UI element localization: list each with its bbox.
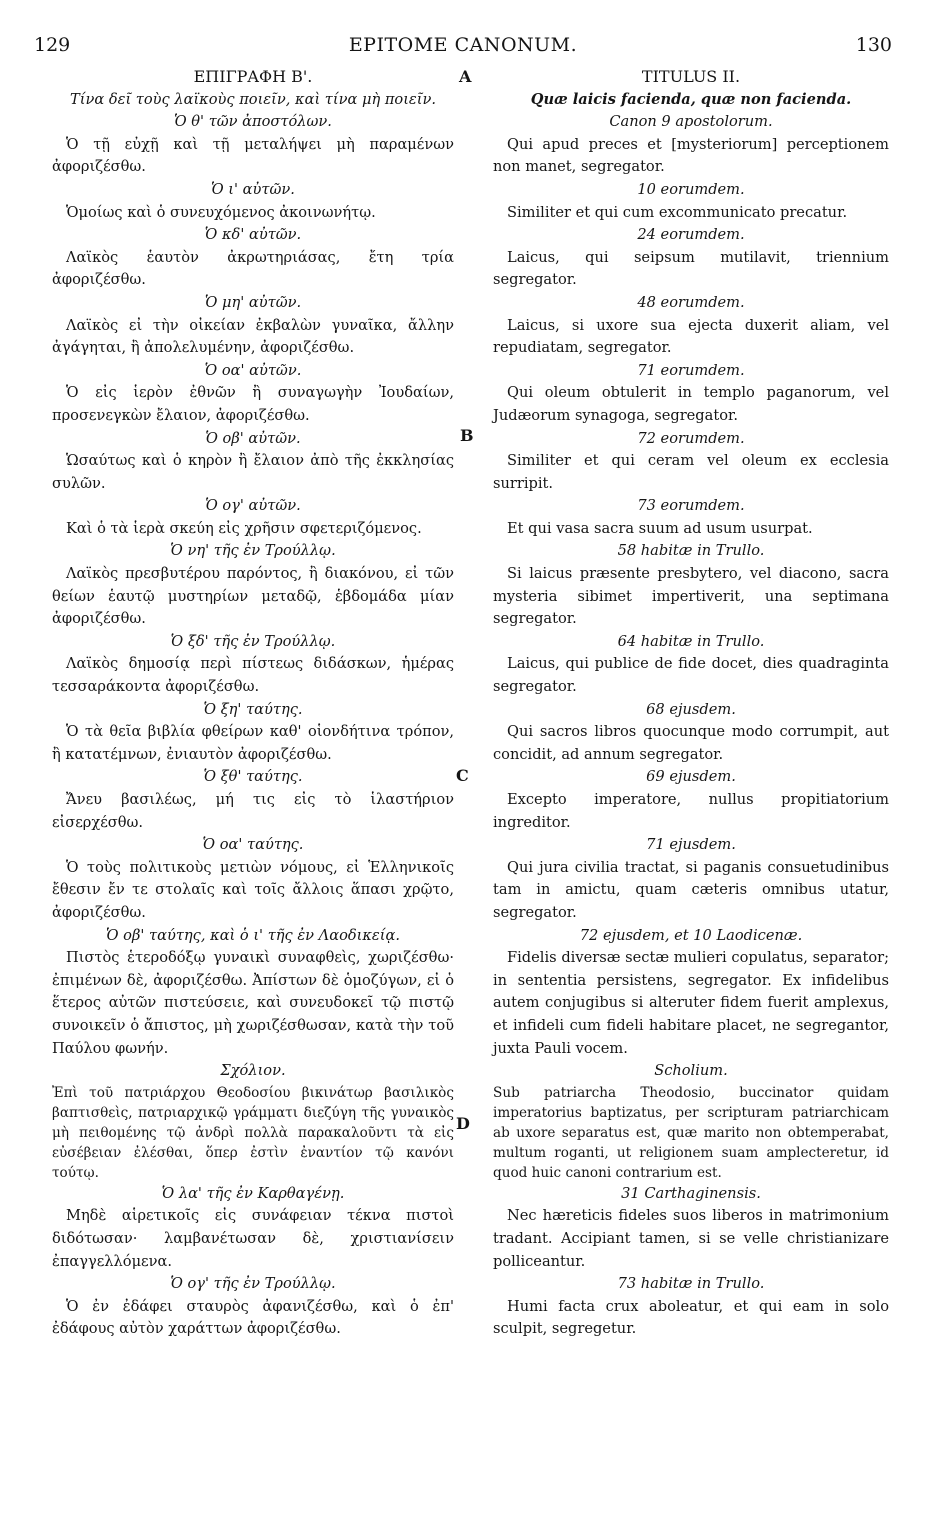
latin-canon-heading: 58 habitæ in Trullo. (617, 542, 765, 560)
greek-canon-text: Ὡσαύτως καὶ ὁ κηρὸν ἢ ἔλαιον ἀπὸ τῆς ἐκκλησίας συλῶν. (52, 452, 454, 492)
latin-canon-text: Laicus, si uxore sua ejecta duxerit aliam, vel repudiatam, segregator. (493, 316, 889, 357)
greek-canon-text: Λαϊκὸς εἰ τὴν οἰκείαν ἐκβαλὼν γυναῖκα, ἄλλην ἀγάγηται, ἢ ἀπολελυμένην, ἀφοριζέσθω. (52, 316, 454, 357)
latin-canon-heading: 72 ejusdem, et 10 Laodicenæ. (579, 926, 803, 944)
greek-canon-heading: Ὁ ογ' τῆς ἐν Τρούλλῳ. (170, 1275, 336, 1293)
column-marker-a: A (459, 67, 472, 86)
greek-canon-heading: Σχόλιον. (220, 1062, 286, 1080)
greek-canon-heading: Ὁ μη' αὐτῶν. (204, 293, 302, 311)
greek-canon-heading: Ὁ ι' αὐτῶν. (211, 180, 295, 198)
latin-scholium-text: Sub patriarcha Theodosio, buccinator quidam imperatorius baptizatus, per scripturam patriarchicam ab uxore separatus est, quæ marito non obtemperabat, multum roganti, ut religionem suam amplecteretur, id quod huic canoni contrarium est. (493, 1084, 889, 1181)
latin-canon-text: Humi facta crux aboleatur, et qui eam in solo sculpit, segregetur. (493, 1297, 889, 1338)
latin-canon-heading: 73 eorumdem. (637, 497, 745, 515)
latin-canon-text: Laicus, qui publice de fide docet, dies quadraginta segregator. (493, 655, 889, 696)
greek-canon-text: Ὁ εἰς ἱερὸν ἐθνῶν ἢ συναγωγὴν Ἰουδαίων, προσενεγκὼν ἔλαιον, ἀφοριζέσθω. (52, 384, 454, 424)
greek-canon-heading: Ὁ ξθ' ταύτης. (203, 768, 303, 786)
latin-canon-text: Et qui vasa sacra suum ad usum usurpat. (507, 519, 813, 537)
greek-canon-heading: Ὁ ξδ' τῆς ἐν Τρούλλῳ. (170, 632, 336, 650)
greek-canon-text: Λαϊκὸς πρεσβυτέρου παρόντος, ἢ διακόνου, εἰ τῶν θείων ἑαυτῷ μυστηρίων μεταδῷ, ἑβδομάδα μίαν ἀφοριζέσθω. (52, 565, 454, 628)
greek-canon-heading: Ὁ οβ' αὐτῶν. (205, 429, 301, 447)
latin-canon-heading: 24 eorumdem. (637, 226, 745, 244)
greek-canon-heading: Ὁ νη' τῆς ἐν Τρούλλῳ. (170, 542, 336, 560)
greek-canon-text: Καὶ ὁ τὰ ἱερὰ σκεύη εἰς χρῆσιν σφετεριζόμενος. (66, 519, 422, 537)
greek-title-heading: Τίνα δεῖ τοὺς λαϊκοὺς ποιεῖν, καὶ τίνα μὴ ποιεῖν. (70, 90, 436, 108)
greek-canon-heading: Ὁ οβ' ταύτης, καὶ ὁ ι' τῆς ἐν Λαοδικείᾳ. (106, 926, 400, 944)
column-marker-b: B (460, 426, 474, 445)
latin-column (493, 66, 889, 1341)
latin-canon-heading: 69 ejusdem. (646, 768, 736, 786)
column-marker-c: C (456, 766, 469, 785)
latin-canon-text: Qui apud preces et [mysteriorum] perceptionem non manet, segregator. (493, 135, 889, 176)
latin-canon-text: Si laicus præsente presbytero, vel diacono, sacra mysteria sibimet impertiverit, una septimana segregator. (493, 565, 889, 628)
greek-canon-text: Ἄνευ βασιλέως, μή τις εἰς τὸ ἱλαστήριον εἰσερχέσθω. (52, 791, 454, 831)
latin-section-heading: TITULUS II. (641, 67, 741, 86)
latin-canon-text: Nec hæreticis fideles suos liberos in matrimonium tradant. Accipiant tamen, si se velle christianizare polliceantur. (493, 1207, 889, 1270)
latin-canon-heading: 64 habitæ in Trullo. (617, 632, 765, 650)
greek-canon-text: Μηδὲ αἱρετικοῖς εἰς συνάφειαν τέκνα πιστοὶ διδότωσαν· λαμβανέτωσαν δὲ, χριστιανίσειν ἐπαγγελλόμενα. (52, 1207, 454, 1270)
greek-canon-text: Ὁμοίως καὶ ὁ συνευχόμενος ἀκοινωνήτῳ. (66, 203, 376, 221)
latin-canon-heading: 73 habitæ in Trullo. (617, 1275, 765, 1293)
latin-canon-text: Fidelis diversæ sectæ mulieri copulatus, separator; in sententia persistens, segregator. Ex infidelibus autem conjugibus si alteruter fidem fuerit amplexus, et infideli cum fideli habitare placet, ne segregantor, juxta Pauli vocem. (493, 949, 889, 1057)
greek-canon-heading: Ὁ οα' ταύτης. (202, 836, 304, 854)
greek-canon-text: Ὁ ἐν ἐδάφει σταυρὸς ἀφανιζέσθω, καὶ ὁ ἐπ' ἐδάφους αὐτὸν χαράττων ἀφοριζέσθω. (52, 1297, 454, 1338)
column-marker-d: D (456, 1114, 470, 1133)
latin-canon-text: Similiter et qui ceram vel oleum ex ecclesia surripit. (493, 452, 889, 492)
page-number-right: 130 (855, 34, 892, 56)
greek-canon-heading: Ὁ ογ' αὐτῶν. (205, 497, 301, 515)
greek-canon-text: Ὁ τοὺς πολιτικοὺς μετιὼν νόμους, εἰ Ἑλληνικοῖς ἔθεσιν ἔν τε στολαῖς καὶ τοῖς ἄλλοις ἅπασι χρῷτο, ἀφοριζέσθω. (52, 858, 454, 921)
greek-canon-text: Ὁ τὰ θεῖα βιβλία φθείρων καθ' οἱονδήτινα τρόπον, ἢ κατατέμνων, ἐνιαυτὸν ἀφοριζέσθω. (52, 723, 454, 763)
latin-canon-text: Qui oleum obtulerit in templo paganorum, vel Judæorum synagoga, segregator. (493, 384, 889, 424)
greek-scholium-text: Ἐπὶ τοῦ πατριάρχου Θεοδοσίου βικινάτωρ βασιλικὸς βαπτισθεὶς, πατριαρχικῷ γράμματι διεζύγη τῆς γυναικὸς μὴ πειθομένης τῷ ἀνδρὶ πολλὰ παρακαλοῦντι τὰ εἰς εὐσέβειαν ἐλέσθαι, ὅπερ ἐστὶν ἐναντίον τῷ κανόνι τούτῳ. (52, 1084, 454, 1181)
greek-canon-heading: Ὁ λα' τῆς ἐν Καρθαγένῃ. (161, 1184, 345, 1202)
latin-canon-text: Qui sacros libros quocunque modo corrumpit, aut concidit, ad annum segregator. (493, 723, 889, 763)
greek-canon-text: Λαϊκὸς δημοσίᾳ περὶ πίστεως διδάσκων, ἡμέρας τεσσαράκοντα ἀφοριζέσθω. (52, 655, 454, 696)
latin-canon-text: Qui jura civilia tractat, si paganis consuetudinibus tam in amictu, quam cæteris omnibus utatur, segregator. (493, 858, 889, 921)
page-number-left: 129 (34, 34, 71, 56)
latin-canon-heading: Scholium. (654, 1062, 728, 1080)
latin-canon-heading: 71 ejusdem. (646, 836, 736, 854)
latin-canon-heading: 72 eorumdem. (637, 429, 745, 447)
running-header (34, 34, 892, 64)
latin-canon-text: Similiter et qui cum excommunicato precatur. (507, 203, 848, 221)
greek-canon-text: Λαϊκὸς ἑαυτὸν ἀκρωτηριάσας, ἔτη τρία ἀφοριζέσθω. (52, 248, 454, 289)
greek-canon-heading: Ὁ κδ' αὐτῶν. (204, 226, 302, 244)
latin-canon-heading: Canon 9 apostolorum. (609, 113, 773, 131)
greek-canon-heading: Ὁ ξη' ταύτης. (203, 700, 303, 718)
latin-canon-text: Laicus, qui seipsum mutilavit, triennium segregator. (493, 248, 889, 289)
greek-canon-heading: Ὁ θ' τῶν ἀποστόλων. (174, 113, 332, 131)
latin-canon-heading: 71 eorumdem. (637, 361, 745, 379)
greek-section-heading: ΕΠΙΓΡΑΦΗ Β'. (193, 67, 313, 86)
running-head-title: EPITOME CANONUM. (348, 34, 578, 56)
latin-canon-heading: 68 ejusdem. (646, 700, 736, 718)
greek-canon-text: Ὁ τῇ εὐχῇ καὶ τῇ μεταλήψει μὴ παραμένων ἀφοριζέσθω. (52, 135, 454, 176)
greek-column (52, 66, 454, 1341)
latin-canon-heading: 10 eorumdem. (637, 180, 745, 198)
latin-title-heading: Quæ laicis facienda, quæ non facienda. (530, 90, 852, 108)
greek-canon-text: Πιστὸς ἑτεροδόξῳ γυναικὶ συναφθεὶς, χωριζέσθω· ἐπιμένων δὲ, ἀφοριζέσθω. Ἀπίστων δὲ ὁμοζύγων, εἰ ὁ ἕτερος αὐτῶν πιστεύσειε, καὶ συνευδοκεῖ τῷ πιστῷ συνοικεῖν ὁ ἄπιστος, μὴ χωριζέσθωσαν, κατὰ τὴν τοῦ Παύλου φωνήν. (52, 949, 454, 1057)
greek-canon-heading: Ὁ οα' αὐτῶν. (204, 361, 302, 379)
latin-canon-heading: 48 eorumdem. (637, 293, 745, 311)
latin-canon-text: Excepto imperatore, nullus propitiatorium ingreditor. (493, 791, 889, 831)
latin-canon-heading: 31 Carthaginensis. (621, 1184, 761, 1202)
